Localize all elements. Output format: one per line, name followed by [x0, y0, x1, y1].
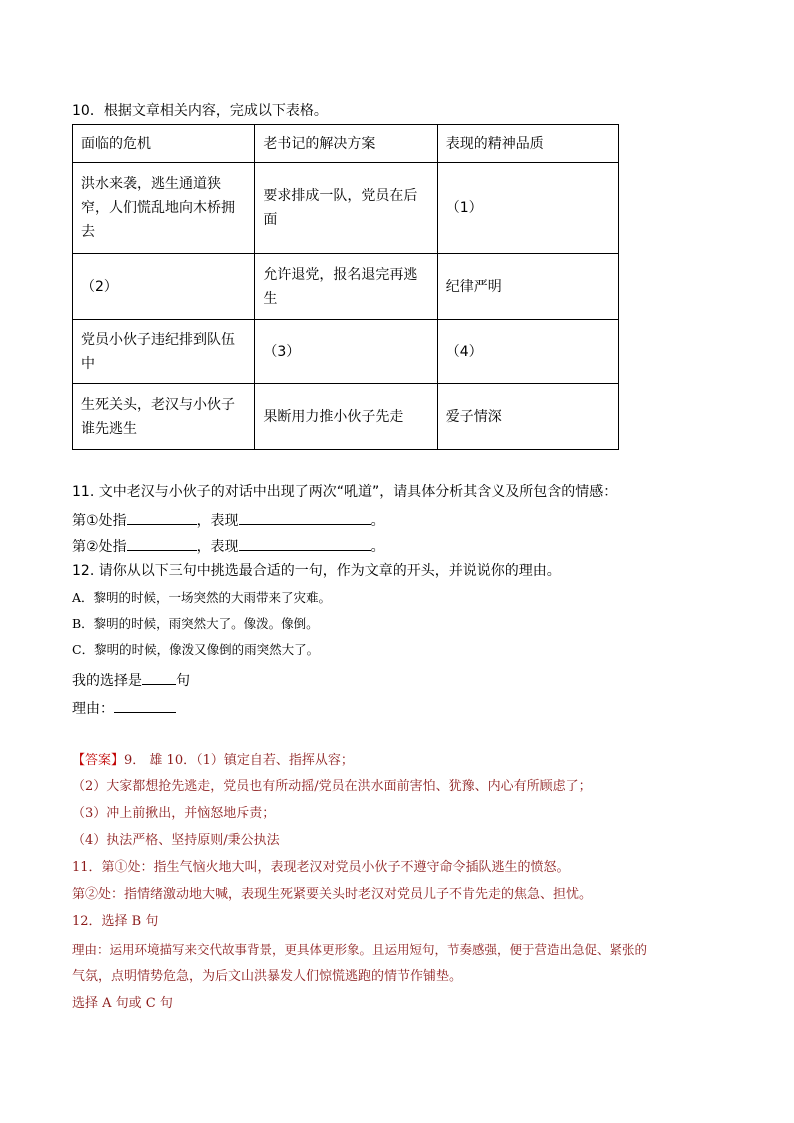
choice-suffix: 句: [176, 673, 190, 689]
reason-blank[interactable]: [114, 696, 176, 713]
answer-line-5: 11．第①处：指生气恼火地大叫，表现老汉对党员小伙子不遵守命令插队逃生的愤怒。: [72, 860, 570, 875]
table-cell: 生死关头，老汉与小伙子谁先逃生: [73, 384, 255, 450]
table-cell: 洪水来袭，逃生通道狭窄，人们慌乱地向木桥拥去: [73, 163, 255, 254]
table-cell: 允许退党，报名退完再逃生: [255, 254, 437, 320]
answer-line-3: （3）冲上前揪出，并恼怒地斥责；: [72, 806, 276, 821]
table-header-row: [73, 125, 619, 163]
table-header-cell: 老书记的解决方案: [255, 125, 437, 163]
option-c: C．黎明的时候，像泼又像倒的雨突然大了。: [72, 642, 320, 657]
answer-blank[interactable]: [239, 508, 371, 525]
blank-label: ，表现: [196, 513, 239, 529]
table-row: [73, 384, 619, 450]
question-10-prompt: 10．根据文章相关内容，完成以下表格。: [72, 103, 328, 119]
table-cell: 爱子情深: [437, 384, 618, 450]
table-cell: 果断用力推小伙子先走: [255, 384, 437, 450]
table-cell: 要求排成一队，党员在后面: [255, 163, 437, 254]
table-cell: （3）: [255, 320, 437, 384]
reason-label: 理由：: [72, 701, 114, 717]
answer-line-9: 气氛，点明情势危急，为后文山洪暴发人们惊慌逃跑的情节作铺垫。: [72, 969, 463, 984]
answer-line-8: 理由：运用环境描写来交代故事背景，更具体更形象。且运用短句，节奏感强，便于营造出急促、紧张的: [72, 942, 648, 957]
option-a: A．黎明的时候，一场突然的大雨带来了灾难。: [72, 590, 332, 605]
blank-label: 第①处指: [72, 513, 127, 529]
blank-end: 。: [370, 539, 385, 555]
reason-line: [72, 696, 176, 719]
question-11-line-1: [72, 508, 385, 531]
table-header-cell: 面临的危机: [73, 125, 255, 163]
table-cell: （1）: [437, 163, 618, 254]
answer-blank[interactable]: [127, 534, 197, 551]
table-cell: 党员小伙子违纪排到队伍中: [73, 320, 255, 384]
table-cell: （4）: [437, 320, 618, 384]
answer-line-2: （2）大家都想抢先逃走，党员也有所动摇/党员在洪水面前害怕、犹豫、内心有所顾虑了；: [72, 779, 592, 794]
question-11-prompt: 11. 文中老汉与小伙子的对话中出现了两次“吼道”，请具体分析其含义及所包含的情感：: [72, 484, 618, 500]
choice-line: [72, 668, 190, 691]
choice-label: 我的选择是: [72, 673, 142, 689]
table-row: [73, 254, 619, 320]
answer-line-4: （4）执法严格、坚持原则/秉公执法: [72, 833, 280, 848]
blank-label: 第②处指: [72, 539, 127, 555]
question-12-prompt: 12. 请你从以下三句中挑选最合适的一句，作为文章的开头，并说说你的理由。: [72, 563, 561, 579]
crisis-table: [72, 124, 619, 450]
table-row: [73, 163, 619, 254]
answer-line-6: 第②处：指情绪激动地大喊，表现生死紧要关头时老汉对党员儿子不肯先走的焦急、担忧。: [72, 887, 593, 902]
blank-label: ，表现: [196, 539, 239, 555]
answer-tag: 【答案】: [72, 753, 125, 768]
blank-end: 。: [370, 513, 385, 529]
table-cell: 纪律严明: [437, 254, 618, 320]
answer-line-1: [72, 751, 354, 771]
choice-blank[interactable]: [142, 668, 176, 685]
table-cell: （2）: [73, 254, 255, 320]
answer-blank[interactable]: [127, 508, 197, 525]
table-header-cell: 表现的精神品质: [437, 125, 618, 163]
answer-blank[interactable]: [239, 534, 371, 551]
question-11-line-2: [72, 534, 385, 557]
answer-line-10: 选择 A 句或 C 句: [72, 996, 173, 1011]
table-row: [73, 320, 619, 384]
option-b: B．黎明的时候，雨突然大了。像泼。像倒。: [72, 616, 319, 631]
answer-line-7: 12．选择 B 句: [72, 914, 159, 929]
answer-text: 9． 雄 10．（1）镇定自若、指挥从容；: [124, 753, 354, 768]
